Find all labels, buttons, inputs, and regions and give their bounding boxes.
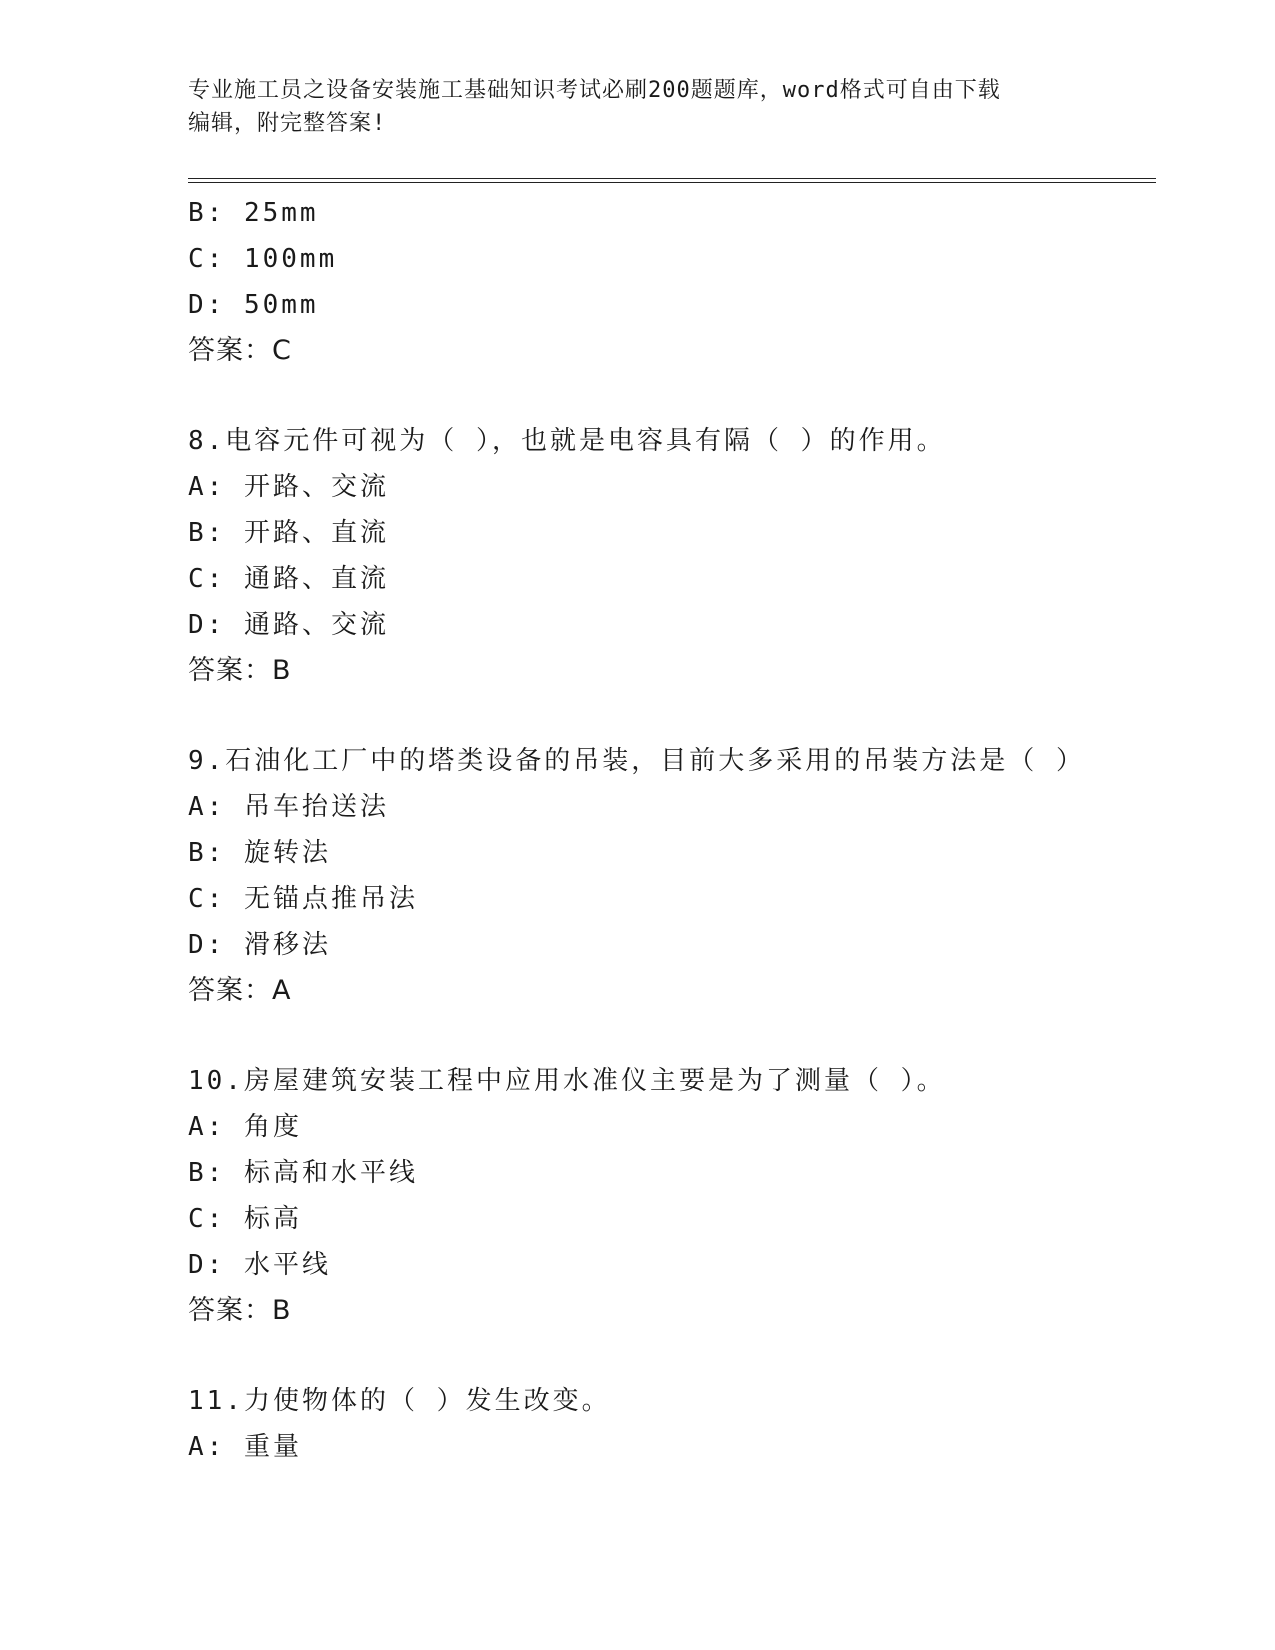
question-text: 9.石油化工厂中的塔类设备的吊装，目前大多采用的吊装方法是（ ） bbox=[188, 746, 1085, 776]
option-c: C: 无锚点推吊法 bbox=[188, 884, 418, 914]
option-c: C: 标高 bbox=[188, 1204, 302, 1234]
option-d: D: 滑移法 bbox=[188, 930, 331, 960]
question-8 bbox=[188, 418, 1148, 694]
spacer bbox=[188, 1014, 1148, 1058]
question-text: 11.力使物体的（ ）发生改变。 bbox=[188, 1386, 611, 1416]
option-d: D: 水平线 bbox=[188, 1250, 331, 1280]
answer-text: 答案：A bbox=[188, 975, 292, 1006]
spacer bbox=[188, 1334, 1148, 1378]
answer-text: 答案：C bbox=[188, 335, 292, 366]
header-title-line-1: 专业施工员之设备安装施工基础知识考试必刷200题题库，word格式可自由下载 bbox=[188, 78, 1001, 103]
header-divider-bottom bbox=[188, 182, 1156, 183]
spacer bbox=[188, 374, 1148, 418]
option-d: D: 通路、交流 bbox=[188, 610, 389, 640]
question-text: 10.房屋建筑安装工程中应用水准仪主要是为了测量（ ）。 bbox=[188, 1066, 946, 1096]
answer-text: 答案：B bbox=[188, 655, 292, 686]
question-10 bbox=[188, 1058, 1148, 1334]
option-c: C: 100mm bbox=[188, 244, 338, 274]
answer-text: 答案：B bbox=[188, 1295, 292, 1326]
spacer bbox=[188, 694, 1148, 738]
option-b: B: 25mm bbox=[188, 198, 319, 228]
option-a: A: 开路、交流 bbox=[188, 472, 389, 502]
question-9 bbox=[188, 738, 1148, 1014]
document-header bbox=[188, 74, 1088, 140]
option-a: A: 吊车抬送法 bbox=[188, 792, 389, 822]
option-b: B: 旋转法 bbox=[188, 838, 331, 868]
option-b: B: 标高和水平线 bbox=[188, 1158, 418, 1188]
question-11 bbox=[188, 1378, 1148, 1470]
option-b: B: 开路、直流 bbox=[188, 518, 389, 548]
header-divider-top bbox=[188, 178, 1156, 179]
option-c: C: 通路、直流 bbox=[188, 564, 389, 594]
question-list bbox=[188, 190, 1148, 1470]
option-a: A: 角度 bbox=[188, 1112, 302, 1142]
question-text: 8.电容元件可视为（ ），也就是电容具有隔（ ）的作用。 bbox=[188, 426, 946, 456]
header-title-line-2: 编辑，附完整答案! bbox=[188, 111, 387, 136]
question-7 bbox=[188, 190, 1148, 374]
option-d: D: 50mm bbox=[188, 290, 319, 320]
option-a: A: 重量 bbox=[188, 1432, 302, 1462]
